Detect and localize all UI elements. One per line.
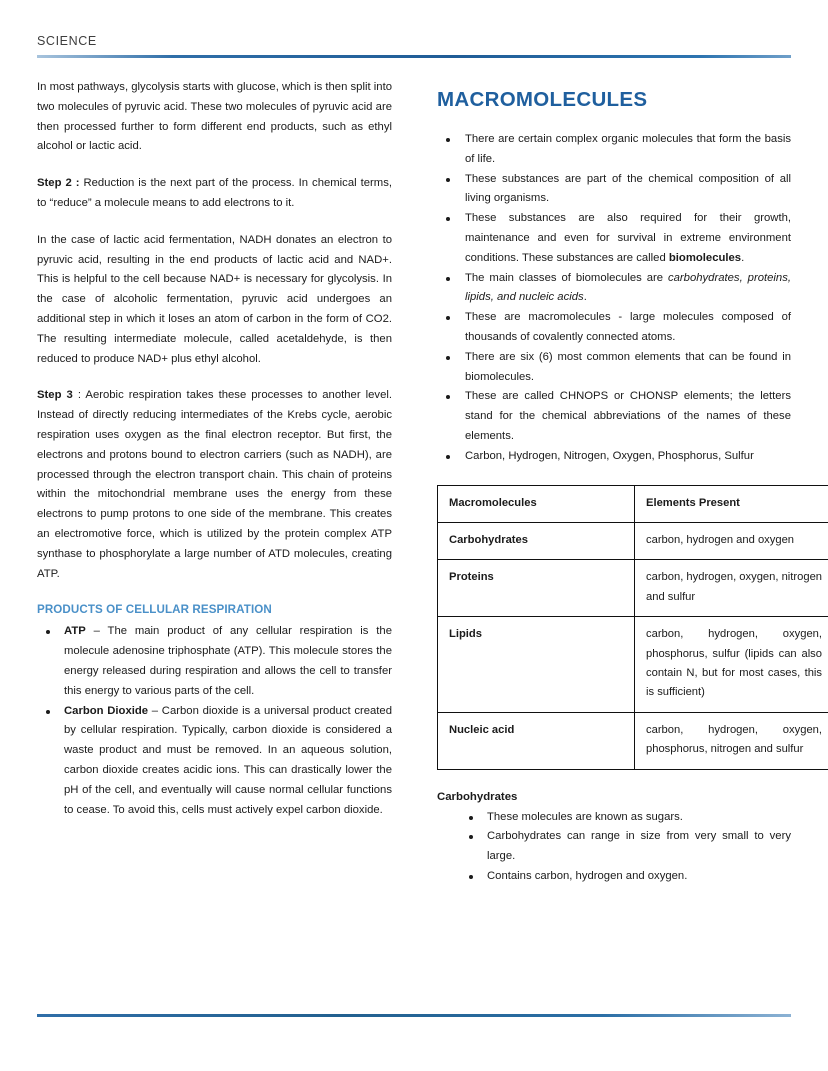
- bullet-text-carbon-dioxide: – Carbon dioxide is a universal product created by cellular respiration. Typically, carbon dioxide is considered a waste product and must be removed. In an aqueous solution, carbon dioxide creates acidic ions. This can drastically lower the pH of the cell, and eventually will cause normal cellular functions to cease. To avoid this, cells must actively expel carbon dioxide.: [64, 704, 392, 816]
- table-row: [438, 560, 828, 617]
- bullet-text-tail: .: [583, 291, 587, 304]
- bullet-dot-icon: [469, 816, 473, 820]
- list-item: [37, 702, 392, 821]
- bullet-text: These are macromolecules - large molecules composed of thousands of covalently connected atoms.: [465, 311, 791, 343]
- bullet-text: There are six (6) most common elements that can be found in biomolecules.: [465, 350, 791, 383]
- paragraph-glycolysis: In most pathways, glycolysis starts with glucose, which is then split into two molecules of pyruvic acid. These two molecules of pyruvic acid are then processed further to form different end products, such as ethyl alcohol or lactic acid.: [37, 81, 392, 153]
- bullet-text: Carbohydrates can range in size from very small to very large.: [487, 830, 791, 863]
- step-2-text: Reduction is the next part of the process. In chemical terms, to “reduce” a molecule means to add electrons to it.: [37, 177, 392, 209]
- table-header-row: [438, 485, 828, 522]
- step-2-label: Step 2 :: [37, 177, 80, 190]
- list-item: [437, 269, 791, 309]
- bullet-dot-icon: [469, 875, 473, 879]
- table-header-macromolecules: Macromolecules: [438, 485, 635, 522]
- bullet-text: These substances are part of the chemical composition of all living organisms.: [465, 172, 791, 205]
- bullet-dot-icon: [46, 630, 50, 634]
- bullet-dot-icon: [446, 138, 450, 142]
- bullet-dot-icon: [446, 316, 450, 320]
- heading-carbohydrates: Carbohydrates: [437, 790, 518, 803]
- table-cell-elements: carbon, hydrogen, oxygen, phosphorus, sulfur (lipids can also contain N, but for most cases, this is sufficient): [635, 617, 828, 713]
- table-header-elements-present: Elements Present: [635, 485, 828, 522]
- macromolecules-bullet-list: [437, 130, 791, 467]
- bullet-dot-icon: [446, 356, 450, 360]
- page-header: [37, 33, 791, 58]
- header-divider: [37, 55, 791, 58]
- page-title: SCIENCE: [37, 34, 97, 48]
- heading-products-of-cellular-respiration: PRODUCTS OF CELLULAR RESPIRATION: [37, 603, 272, 617]
- list-item: [437, 808, 791, 828]
- bullet-dot-icon: [46, 710, 50, 714]
- bullet-label-carbon-dioxide: Carbon Dioxide: [64, 704, 149, 717]
- table-row: [438, 712, 828, 769]
- paragraph-step-3: [37, 386, 392, 584]
- list-item: [437, 387, 791, 446]
- list-item: [437, 447, 791, 467]
- macromolecules-table: [437, 485, 828, 770]
- table-cell-macromolecule: Carbohydrates: [438, 522, 635, 559]
- list-item: [437, 348, 791, 388]
- bullet-dot-icon: [446, 395, 450, 399]
- paragraph-step-2: [37, 174, 392, 214]
- bullet-dot-icon: [446, 217, 450, 221]
- table-cell-macromolecule: Lipids: [438, 617, 635, 713]
- table-cell-elements: carbon, hydrogen, oxygen, phosphorus, nitrogen and sulfur: [635, 712, 828, 769]
- bullet-text-atp: – The main product of any cellular respiration is the molecule adenosine triphosphate (ATP). This molecule stores the energy released during respiration and allows the cell to transfer this energy to various parts of the cell.: [64, 625, 392, 697]
- list-item: [437, 308, 791, 348]
- left-column: [37, 78, 392, 820]
- step-3-text: : Aerobic respiration takes these processes to another level. Instead of directly reducing intermediates of the Krebs cycle, aerobic respiration uses oxygen as the final electron receptor. But first, the electrons and protons bound to electron carriers (such as NADH), are processed through the electron transport chain. This chain of proteins within the mitochondrial membrane uses the energy from these electrons to pump protons to one side of the membrane. This creates an electromotive force, which is utilized by the protein complex ATP synthase to phosphorylate a large number of ATD molecules, creating ATP.: [37, 389, 392, 580]
- bullet-text: There are certain complex organic molecules that form the basis of life.: [465, 133, 791, 165]
- table-cell-elements: carbon, hydrogen, oxygen, nitrogen and sulfur: [635, 560, 828, 617]
- list-item: [437, 867, 791, 887]
- products-bullet-list: [37, 622, 392, 820]
- bullet-dot-icon: [446, 277, 450, 281]
- table-cell-macromolecule: Nucleic acid: [438, 712, 635, 769]
- footer-divider: [37, 1014, 791, 1017]
- list-item: [437, 130, 791, 170]
- table-row: [438, 522, 828, 559]
- table-cell-elements: carbon, hydrogen and oxygen: [635, 522, 828, 559]
- list-item: [37, 622, 392, 701]
- bullet-text: These are called CHNOPS or CHONSP elements; the letters stand for the chemical abbreviations of the names of these elements.: [465, 390, 791, 442]
- right-column: [437, 78, 823, 887]
- bullet-text-tail: .: [741, 251, 745, 264]
- table-row: [438, 617, 828, 713]
- bullet-text: These substances are also required for their growth, maintenance and even for survival in extreme environment conditions. These substances are called: [465, 212, 791, 264]
- bullet-text: Contains carbon, hydrogen and oxygen.: [487, 870, 688, 882]
- bullet-emphasis-biomolecules: biomolecules: [668, 251, 742, 264]
- bullet-label-atp: ATP: [64, 625, 86, 638]
- list-item: [437, 827, 791, 867]
- paragraph-fermentation: In the case of lactic acid fermentation, NADH donates an electron to pyruvic acid, resulting in the end products of lactic acid and NAD+. This is helpful to the cell because NAD+ is necessary for glycolysis. In the case of alcoholic fermentation, pyruvic acid undergoes an additional step in which it loses an atom of carbon in the form of CO2. The resulting intermediate molecule, called acetaldehyde, is then reduced to produce NAD+ plus ethyl alcohol.: [37, 233, 392, 365]
- bullet-emphasis-classes: carbohydrates, proteins, lipids, and nucleic acids: [465, 271, 791, 304]
- bullet-text: The main classes of biomolecules are: [465, 271, 668, 284]
- table-cell-macromolecule: Proteins: [438, 560, 635, 617]
- step-3-label: Step 3: [37, 389, 73, 402]
- bullet-dot-icon: [446, 178, 450, 182]
- bullet-text: Carbon, Hydrogen, Nitrogen, Oxygen, Phosphorus, Sulfur: [465, 449, 754, 462]
- list-item: [437, 209, 791, 268]
- list-item: [437, 170, 791, 210]
- heading-macromolecules: MACROMOLECULES: [437, 88, 648, 111]
- carbohydrates-bullet-list: [437, 808, 791, 887]
- bullet-text: These molecules are known as sugars.: [487, 810, 683, 823]
- bullet-dot-icon: [469, 835, 473, 839]
- bullet-dot-icon: [446, 455, 450, 459]
